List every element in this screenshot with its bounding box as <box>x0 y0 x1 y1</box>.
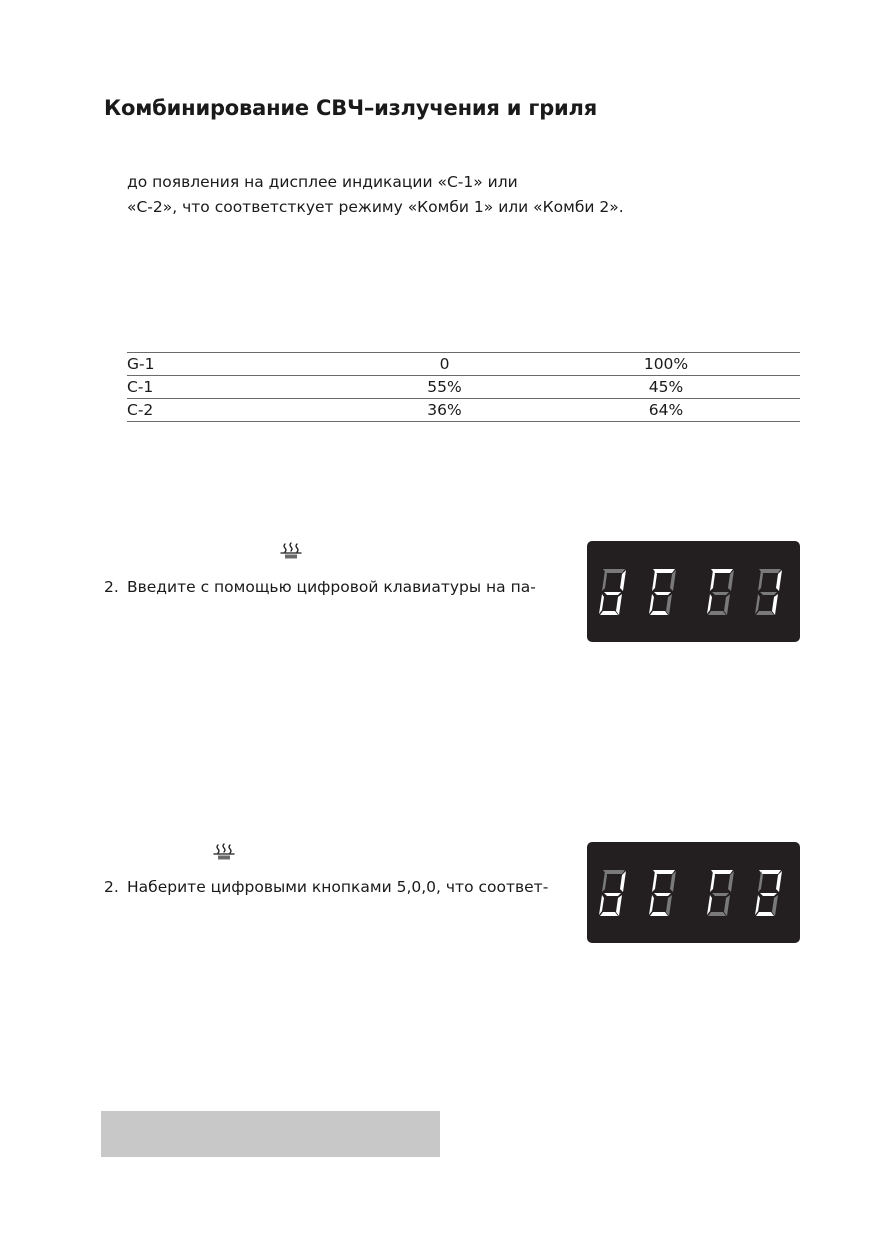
grill-icon <box>213 843 235 861</box>
digit-segment <box>759 870 781 874</box>
digit-segment <box>602 871 607 892</box>
grill-power-cell: 45% <box>532 376 800 399</box>
digit-segment <box>602 570 607 591</box>
step-text: Введите с помощью цифровой клавиатуры на па- <box>127 578 536 596</box>
microwave-power-cell: 55% <box>357 376 532 399</box>
mode-cell: C-2 <box>127 399 357 422</box>
digit-segment <box>670 570 676 591</box>
digit-segment <box>652 570 657 591</box>
digit-segment <box>712 893 729 896</box>
digit-segment <box>666 895 672 916</box>
digit-segment <box>600 611 618 615</box>
digit-segment <box>756 912 774 916</box>
step-number: 2. <box>104 578 119 596</box>
digit-segment <box>654 592 671 595</box>
digit-segment <box>666 594 672 615</box>
digit-segment <box>711 569 733 573</box>
seven-segment-display <box>587 541 800 642</box>
digit-segment <box>604 592 621 595</box>
digit-segment <box>653 870 675 874</box>
footer-bar <box>101 1111 440 1157</box>
digit-segment <box>772 895 778 916</box>
microwave-power-cell: 0 <box>357 353 532 376</box>
grill-power-cell: 100% <box>532 353 800 376</box>
display-digit <box>707 569 734 615</box>
table-row <box>127 399 800 422</box>
display-digit <box>649 870 676 916</box>
digit-segment <box>710 570 715 591</box>
digit-segment <box>728 871 734 892</box>
digit-segment <box>616 594 622 615</box>
digit-segment <box>728 570 734 591</box>
digit-segment <box>604 893 621 896</box>
digit-segment <box>708 912 726 916</box>
digit-segment <box>616 895 622 916</box>
digit-segment <box>670 871 676 892</box>
display-digit <box>755 569 782 615</box>
digit-segment <box>652 871 657 892</box>
digit-segment <box>620 871 626 892</box>
digit-segment <box>650 611 668 615</box>
digit-segment <box>760 893 777 896</box>
display-digit <box>707 870 734 916</box>
digit-segment <box>620 570 626 591</box>
step-text: Наберите цифровыми кнопками 5,0,0, что соответ- <box>127 878 549 896</box>
table-row <box>127 376 800 399</box>
intro-paragraph <box>127 170 800 220</box>
digit-segment <box>776 871 782 892</box>
digit-segment <box>603 870 625 874</box>
page-title: Комбинирование СВЧ–излучения и гриля <box>104 96 598 120</box>
digit-segment <box>724 895 730 916</box>
digit-segment <box>712 592 729 595</box>
display-digit <box>649 569 676 615</box>
digit-segment <box>760 592 777 595</box>
digit-segment <box>758 570 763 591</box>
digit-segment <box>759 569 781 573</box>
digit-segment <box>724 594 730 615</box>
intro-line-2: «С-2», что соответсткует режиму «Комби 1» или «Комби 2». <box>127 198 624 216</box>
intro-line-1: до появления на дисплее индикации «С-1» или <box>127 173 518 191</box>
grill-power-cell: 64% <box>532 399 800 422</box>
step-item <box>104 878 548 896</box>
digit-segment <box>650 912 668 916</box>
digit-segment <box>653 569 675 573</box>
digit-segment <box>654 893 671 896</box>
step-number: 2. <box>104 878 119 896</box>
digit-segment <box>772 594 778 615</box>
table-row <box>127 353 800 376</box>
mode-cell: C-1 <box>127 376 357 399</box>
digit-segment <box>600 912 618 916</box>
digit-segment <box>776 570 782 591</box>
digit-segment <box>756 611 774 615</box>
step-item <box>104 578 536 596</box>
microwave-power-cell: 36% <box>357 399 532 422</box>
digit-segment <box>603 569 625 573</box>
mode-cell: G-1 <box>127 353 357 376</box>
digit-segment <box>758 871 763 892</box>
modes-table <box>127 352 800 422</box>
digit-segment <box>710 871 715 892</box>
display-digit <box>599 870 626 916</box>
digit-segment <box>711 870 733 874</box>
display-digit <box>599 569 626 615</box>
display-digit <box>755 870 782 916</box>
seven-segment-display <box>587 842 800 943</box>
digit-segment <box>708 611 726 615</box>
grill-icon <box>280 542 302 560</box>
